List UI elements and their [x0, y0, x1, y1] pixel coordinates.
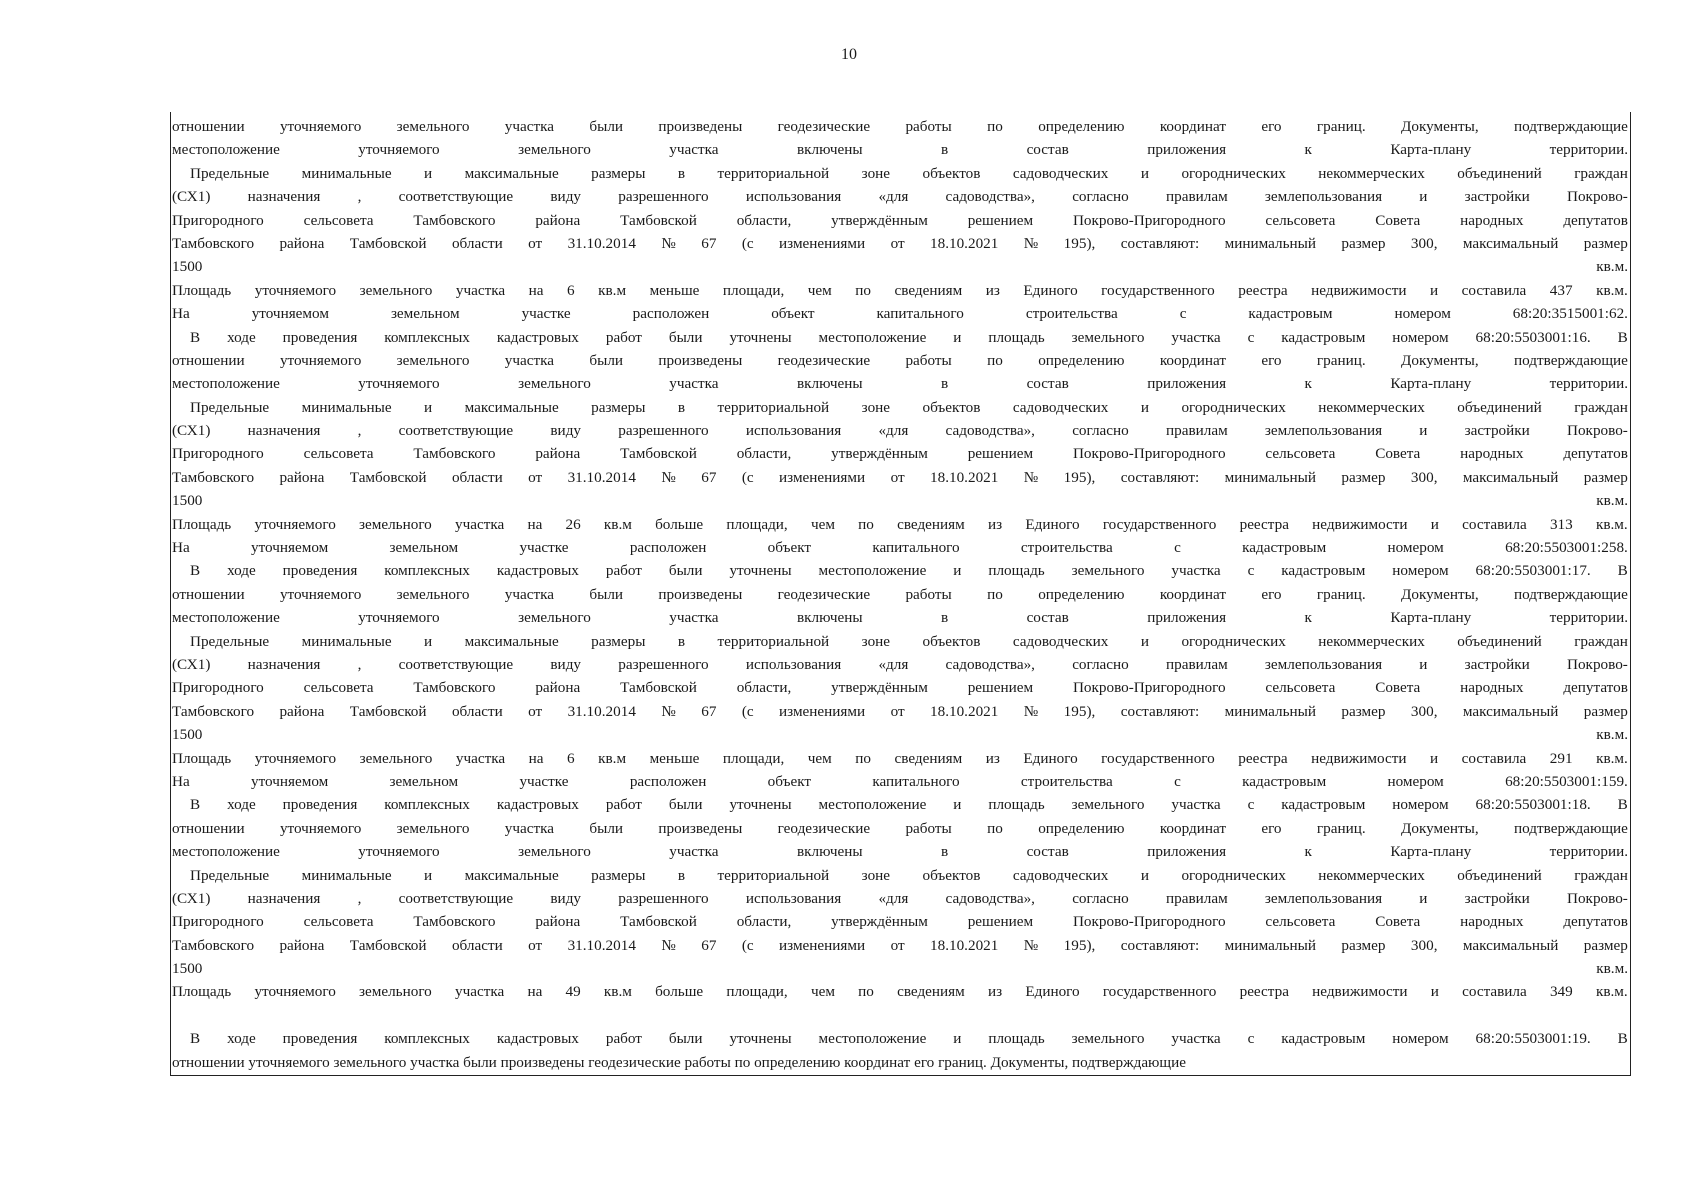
text-line: местоположение уточняемого земельного участка включены в состав приложения к Карта-плану территории. [172, 843, 1628, 861]
text-line: (СХ1) назначения , соответствующие виду разрешенного использования «для садоводства», согласно правилам землепользования и застройки Покрово- [172, 422, 1628, 440]
text-line: местоположение уточняемого земельного участка включены в состав приложения к Карта-плану территории. [172, 375, 1628, 393]
text-line: Тамбовского района Тамбовской области от 31.10.2014 № 67 (с изменениями от 18.10.2021 № 195), составляют: минимальный размер 300, максимальный размер [172, 468, 1628, 486]
text-line: 1500 кв.м. [172, 726, 1628, 744]
text-line: 1500 кв.м. [172, 258, 1628, 276]
text-line: Площадь уточняемого земельного участка на 6 кв.м меньше площади, чем по сведениям из Единого государственного реестра недвижимости и составила 291 кв.м. [172, 749, 1628, 767]
frame-edge-right [1630, 112, 1631, 126]
text-line: Пригородного сельсовета Тамбовского района Тамбовской области, утверждённым решением Покрово-Пригородного сельсовета Совета народных депутатов [172, 211, 1628, 229]
text-line: Площадь уточняемого земельного участка на 49 кв.м больше площади, чем по сведениям из Единого государственного реестра недвижимости и составила 349 кв.м. [172, 983, 1628, 1001]
text-line: местоположение уточняемого земельного участка включены в состав приложения к Карта-плану территории. [172, 609, 1628, 627]
text-line: отношении уточняемого земельного участка были произведены геодезические работы по определению координат его границ. Документы, подтверждающие [172, 1053, 1186, 1071]
page-number: 10 [841, 46, 857, 63]
text-line: 1500 кв.м. [172, 492, 1628, 510]
text-line: Тамбовского района Тамбовской области от 31.10.2014 № 67 (с изменениями от 18.10.2021 № 195), составляют: минимальный размер 300, максимальный размер [172, 936, 1628, 954]
text-line: В ходе проведения комплексных кадастровых работ были уточнены местоположение и площадь земельного участка с кадастровым номером 68:20:5503001:19. В [190, 1030, 1628, 1048]
text-line: Предельные минимальные и максимальные размеры в территориальной зоне объектов садоводческих и огороднических некоммерческих объединений граждан [190, 398, 1628, 416]
text-line: В ходе проведения комплексных кадастровых работ были уточнены местоположение и площадь земельного участка с кадастровым номером 68:20:5503001:18. В [190, 796, 1628, 814]
text-line: Предельные минимальные и максимальные размеры в территориальной зоне объектов садоводческих и огороднических некоммерческих объединений граждан [190, 866, 1628, 884]
text-line: В ходе проведения комплексных кадастровых работ были уточнены местоположение и площадь земельного участка с кадастровым номером 68:20:5503001:17. В [190, 562, 1628, 580]
frame-edge-left [170, 112, 171, 126]
text-line: отношении уточняемого земельного участка были произведены геодезические работы по определению координат его границ. Документы, подтверждающие [172, 819, 1628, 837]
text-line: (СХ1) назначения , соответствующие виду разрешенного использования «для садоводства», согласно правилам землепользования и застройки Покрово- [172, 655, 1628, 673]
text-line: На уточняемом земельном участке расположен объект капитального строительства с кадастровым номером 68:20:5503001:258. [172, 539, 1628, 557]
text-line: Предельные минимальные и максимальные размеры в территориальной зоне объектов садоводческих и огороднических некоммерческих объединений граждан [190, 632, 1628, 650]
text-line: отношении уточняемого земельного участка были произведены геодезические работы по определению координат его границ. Документы, подтверждающие [172, 585, 1628, 603]
text-line: Тамбовского района Тамбовской области от 31.10.2014 № 67 (с изменениями от 18.10.2021 № 195), составляют: минимальный размер 300, максимальный размер [172, 702, 1628, 720]
text-line: Пригородного сельсовета Тамбовского района Тамбовской области, утверждённым решением Покрово-Пригородного сельсовета Совета народных депутатов [172, 445, 1628, 463]
text-line: (СХ1) назначения , соответствующие виду разрешенного использования «для садоводства», согласно правилам землепользования и застройки Покрово- [172, 188, 1628, 206]
text-line: (СХ1) назначения , соответствующие виду разрешенного использования «для садоводства», согласно правилам землепользования и застройки Покрово- [172, 889, 1628, 907]
text-line: 1500 кв.м. [172, 960, 1628, 978]
text-line: Пригородного сельсовета Тамбовского района Тамбовской области, утверждённым решением Покрово-Пригородного сельсовета Совета народных депутатов [172, 679, 1628, 697]
text-line: На уточняемом земельном участке расположен объект капитального строительства с кадастровым номером 68:20:3515001:62. [172, 305, 1628, 323]
text-line [172, 1004, 1628, 1027]
text-line: местоположение уточняемого земельного участка включены в состав приложения к Карта-плану территории. [172, 141, 1628, 159]
document-body [172, 115, 1628, 1074]
text-line: Площадь уточняемого земельного участка на 26 кв.м больше площади, чем по сведениям из Единого государственного реестра недвижимости и составила 313 кв.м. [172, 515, 1628, 533]
text-line: В ходе проведения комплексных кадастровых работ были уточнены местоположение и площадь земельного участка с кадастровым номером 68:20:5503001:16. В [190, 328, 1628, 346]
text-line: На уточняемом земельном участке расположен объект капитального строительства с кадастровым номером 68:20:5503001:159. [172, 772, 1628, 790]
text-line: Тамбовского района Тамбовской области от 31.10.2014 № 67 (с изменениями от 18.10.2021 № 195), составляют: минимальный размер 300, максимальный размер [172, 234, 1628, 252]
text-line: Предельные минимальные и максимальные размеры в территориальной зоне объектов садоводческих и огороднических некоммерческих объединений граждан [190, 164, 1628, 182]
text-line: Площадь уточняемого земельного участка на 6 кв.м меньше площади, чем по сведениям из Единого государственного реестра недвижимости и составила 437 кв.м. [172, 281, 1628, 299]
text-line: Пригородного сельсовета Тамбовского района Тамбовской области, утверждённым решением Покрово-Пригородного сельсовета Совета народных депутатов [172, 913, 1628, 931]
text-line: отношении уточняемого земельного участка были произведены геодезические работы по определению координат его границ. Документы, подтверждающие [172, 351, 1628, 369]
text-line: отношении уточняемого земельного участка были произведены геодезические работы по определению координат его границ. Документы, подтверждающие [172, 118, 1628, 135]
